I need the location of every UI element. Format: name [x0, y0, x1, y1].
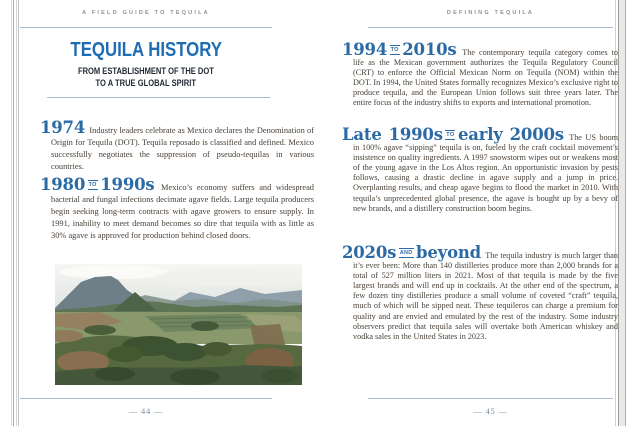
era-heading: [342, 243, 481, 262]
era-heading-start: Late 1990s: [342, 125, 443, 144]
era-body-text: Industry leaders celebrate as Mexico declares the Denomination of Origin for Tequila (DOT). Tequila reposado is classified and defined. Mexico successfully negotiates the suppression of pseudo-tequilas in various countries.: [51, 126, 314, 172]
page-subtitle: [20, 65, 272, 89]
era-heading-start: 1994: [342, 40, 388, 59]
era-heading-start: 1980: [40, 175, 86, 194]
era-section: [342, 243, 618, 342]
page-edge-line: [18, 0, 19, 426]
subtitle-line-2: TO A TRUE GLOBAL SPIRIT: [95, 78, 197, 88]
era-connector: TO: [390, 47, 399, 53]
page-edge-line: [11, 0, 12, 426]
era-heading: [342, 40, 456, 59]
agave-valley-photo: [55, 264, 302, 385]
era-heading-end: 1990s: [100, 175, 155, 194]
footer-rule-left: [20, 398, 272, 399]
era-heading: [342, 125, 564, 144]
header-rule-right: [368, 27, 613, 28]
landscape-illustration: [55, 264, 302, 385]
era-section: [40, 118, 314, 173]
era-section: [342, 125, 618, 214]
era-connector: TO: [88, 182, 97, 188]
page-edge-line: [16, 0, 17, 426]
title-underline-rule: [47, 97, 270, 98]
era-connector: TO: [446, 132, 455, 138]
era-heading-start: 2020s: [342, 243, 397, 262]
era-heading: [40, 118, 85, 137]
page-number-left: — 44 —: [128, 406, 164, 416]
era-section: [342, 40, 618, 109]
era-body-text: The contemporary tequila category comes to life as the Mexican government authorizes the Tequila Regulatory Council (CRT) to enforce the Official Mexican Norm on Tequila (NOM) within the DOT. In 1994, the United States formally recognizes Mexico’s exclusive right to produce tequila, and the European Union follows suit three years later. The entire focus of the industry shifts to exports and international promotion.: [353, 48, 618, 108]
subtitle-line-1: FROM ESTABLISHMENT OF THE DOT: [78, 66, 214, 76]
era-section: [40, 175, 314, 242]
page-number-right: — 45 —: [473, 406, 508, 416]
footer-rule-right: [368, 398, 613, 399]
era-body-text: The tequila industry is much larger than it’s ever been: More than 140 distilleries produce more than 2,000 brands for a total of 527 million liters in 2021. Most of that tequila is made by the five largest brands and will end up in cocktails. At the other end of the spectrum, a few dozen tiny distilleries produce a small volume of coveted “craft” tequila, much of which will be sipped neat. These tequileros can charge a premium for quality and are envied and emulated by the rest of the industry. Some industry observers predict that tequila sales will overtake both American whiskey and vodka sales in the United States in 2023.: [353, 251, 618, 341]
page-edge-line: [13, 0, 14, 426]
running-header-left: A FIELD GUIDE TO TEQUILA: [82, 10, 210, 16]
page-edge-line: [625, 0, 626, 426]
era-heading-end: 2010s: [402, 40, 457, 59]
running-header-right: DEFINING TEQUILA: [446, 10, 535, 16]
page-title: TEQUILA HISTORY: [70, 39, 222, 61]
era-connector: AND: [399, 250, 413, 256]
era-body-text: The US boom in 100% agave “sipping” tequila is on, fueled by the craft cocktail movement’s insistence on quality ingredients. A 1997 snowstorm wipes out or weakens most of the young agave in the Los Altos region. An opportunistic invasion by pests follows, causing a drastic decline in agave supply and a jump in price. Overplanting results, and cheap agave begins to flood the market in 2010. With tequila’s unprecedented global presence, the agave is bought up by a bevy of new brands, and a distillery construction boom begins.: [353, 133, 618, 213]
era-heading-end: early 2000s: [457, 125, 564, 144]
header-rule-left: [20, 27, 272, 28]
era-body-text: Mexico’s economy suffers and widespread bacterial and fungal infections decimate agave fields. Large tequila producers begin seeking long-term contracts with agave growers to ensure supply. In 1991, inability to meet demand becomes so dire that tequila with as little as 30% agave is approved for production behind closed doors.: [51, 183, 314, 241]
era-heading-end: beyond: [416, 243, 482, 262]
era-heading-start: 1974: [40, 118, 86, 137]
era-heading: [40, 175, 154, 194]
